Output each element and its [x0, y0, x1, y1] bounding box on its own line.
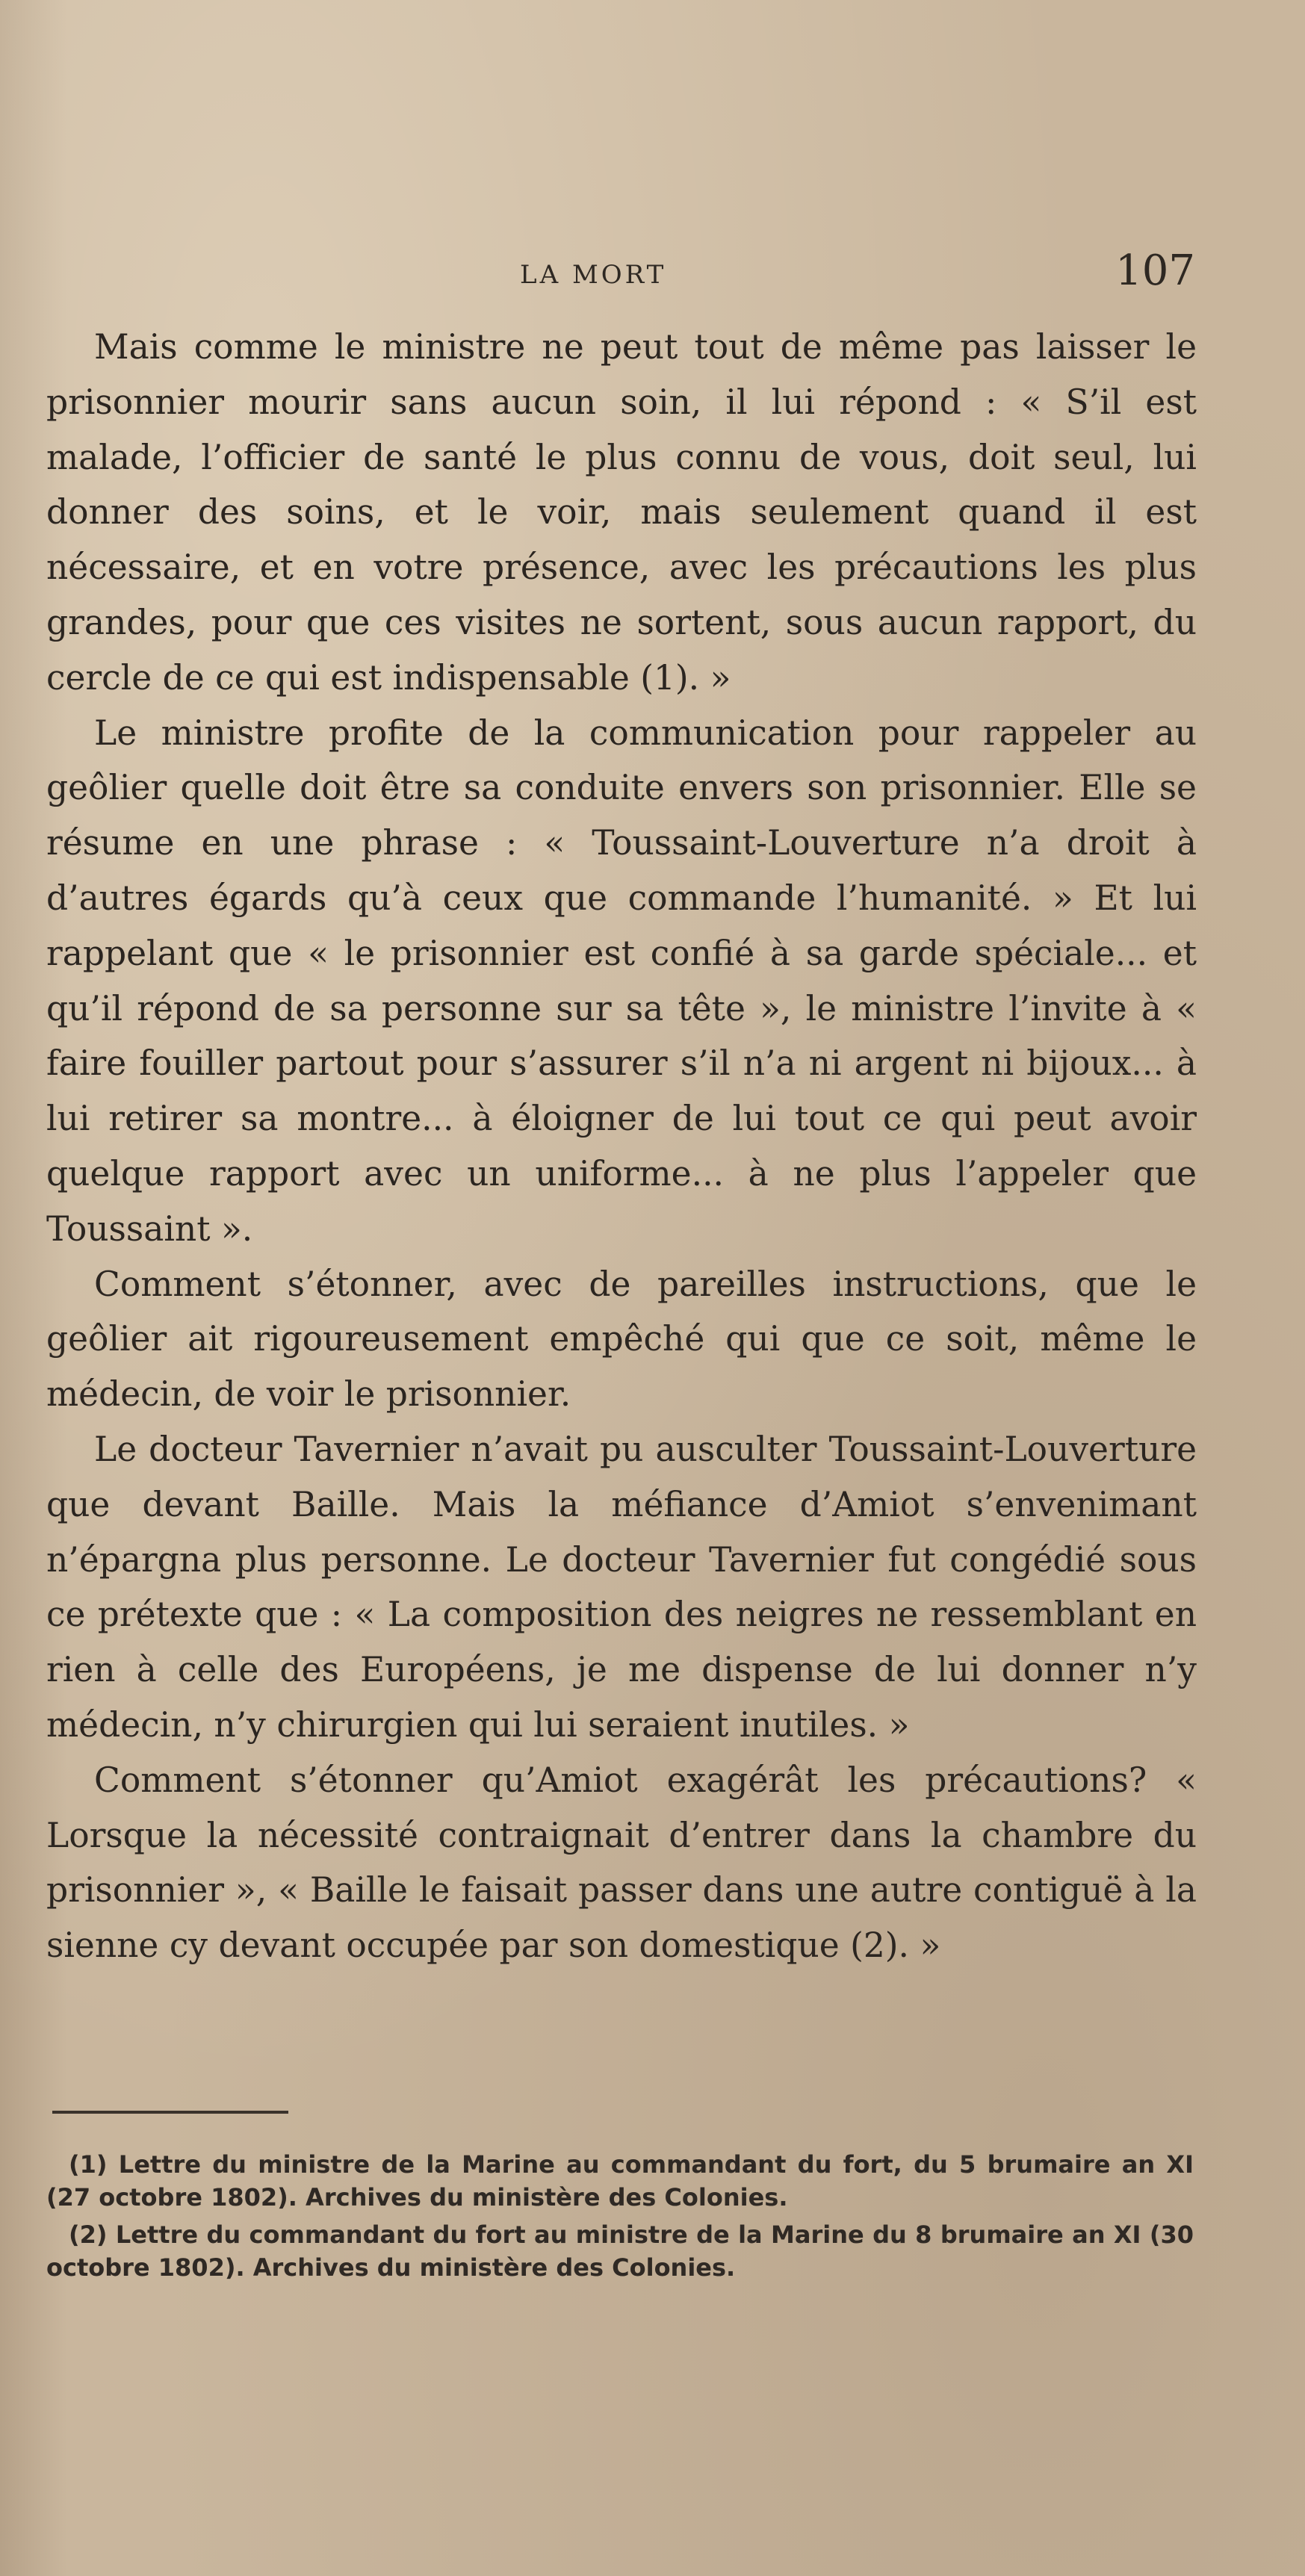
paragraph: Comment s’étonner, avec de pareilles instructions, que le geôlier ait rigoureusement empêché qui que ce soit, même le médecin, de voir le prisonnier. [46, 1264, 1197, 1415]
running-header [45, 246, 1195, 299]
running-title: LA MORT [520, 260, 667, 290]
footnote: (1) Lettre du ministre de la Marine au commandant du fort, du 5 brumaire an XI (27 octobre 1802). Archives du ministère des Colonies. [46, 2150, 1194, 2212]
paragraph: Mais comme le ministre ne peut tout de même pas laisser le prisonnier mourir sans aucun soin, il lui répond : « S’il est malade, l’officier de santé le plus connu de vous, doit seul, lui donner des soins, et le voir, mais seulement quand il est nécessaire, et en votre présence, avec les précautions les plus grandes, pour que ces visites ne sortent, sous aucun rapport, du cercle de ce qui est indispensable (1). » [46, 327, 1197, 698]
page-number: 107 [1115, 246, 1195, 295]
footnote-separator [52, 2111, 288, 2114]
paragraph: Le ministre profite de la communication pour rappeler au geôlier quelle doit être sa conduite envers son prisonnier. Elle se résume en une phrase : « Toussaint-Louverture n’a droit à d’autres égards qu’à ceux que commande l’humanité. » Et lui rappelant que « le prisonnier est confié à sa garde spéciale... et qu’il répond de sa personne sur sa tête », le ministre l’invite à « faire fouiller partout pour s’assurer s’il n’a ni argent ni bijoux... à lui retirer sa montre... à éloigner de lui tout ce qui peut avoir quelque rapport avec un uniforme... à ne plus l’appeler que Toussaint ». [46, 713, 1197, 1249]
footnote: (2) Lettre du commandant du fort au ministre de la Marine du 8 brumaire an XI (30 octobre 1802). Archives du ministère des Colonies. [46, 2220, 1194, 2282]
footnotes [46, 2148, 1194, 2288]
paragraph: Comment s’étonner qu’Amiot exagérât les précautions? « Lorsque la nécessité contraignait d’entrer dans la chambre du prisonnier », « Baille le faisait passer dans une autre contiguë à la sienne cy devant occupée par son domestique (2). » [46, 1760, 1197, 1966]
paragraph: Le docteur Tavernier n’avait pu ausculter Toussaint-Louverture que devant Baille. Mais la méfiance d’Amiot s’envenimant n’épargna plus personne. Le docteur Tavernier fut congédié sous ce prétexte que : « La composition des neigres ne ressemblant en rien à celle des Européens, je me dispense de lui donner n’y médecin, n’y chirurgien qui lui seraient inutiles. » [46, 1429, 1197, 1745]
body-text [46, 320, 1197, 1973]
